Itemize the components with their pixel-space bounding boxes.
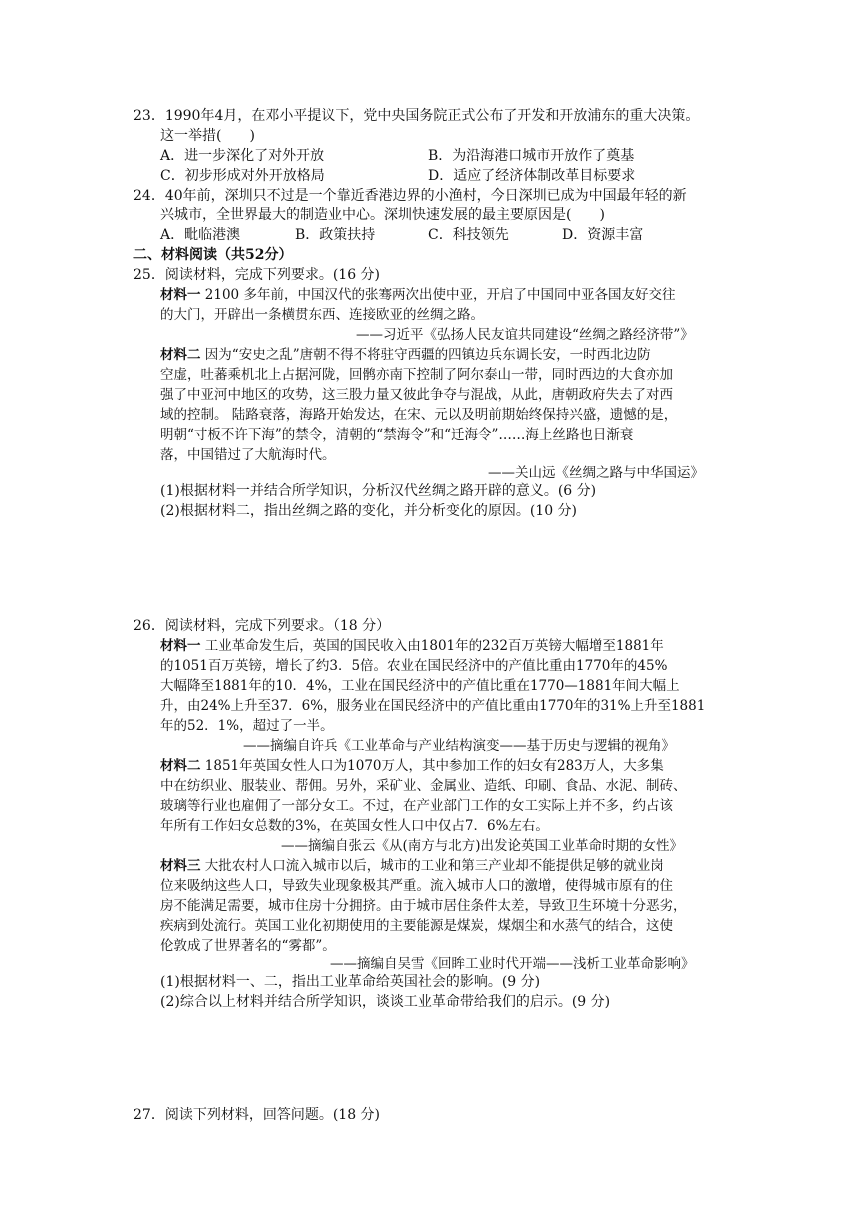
- q27-number: 27．: [133, 1107, 165, 1123]
- q26-material3-line3: 房不能满足需要，城市住房十分拥挤。由于城市居住条件太差，导致卫生环境十分恶劣，: [160, 898, 687, 914]
- q24-option-a: A．毗临港澳: [160, 227, 241, 243]
- q26-material3-line1: [160, 856, 664, 876]
- q26-material2-text1: 1851年英国女性人口为1070万人，其中参加工作的妇女有283万人，大多集: [200, 758, 664, 774]
- q24-stem-text1: 40年前，深圳只不过是一个靠近香港边界的小渔村，今日深圳已成为中国最年轻的新: [164, 188, 687, 204]
- q25-material1-line1: [160, 285, 675, 305]
- q25-material2-line1: [160, 345, 651, 365]
- q23-stem-text1: 1990年4月，在邓小平提议下，党中央国务院正式公布了开发和开放浦东的重大决策。: [164, 108, 700, 124]
- q24-stem-line2: 兴城市，全世界最大的制造业中心。深圳快速发展的最主要原因是( ): [160, 207, 605, 223]
- q23-stem-line1: [133, 106, 699, 126]
- q26-subquestion-1: (1)根据材料一、二，指出工业革命给英国社会的影响。(9 分): [160, 974, 541, 990]
- q26-material3-text1: 大批农村人口流入城市以后，城市的工业和第三产业却不能提供足够的就业岗: [200, 858, 664, 874]
- q26-material2-line1: [160, 756, 664, 776]
- q25-material2-line4: 域的控制。 陆路衰落，海路开始发达，在宋、元以及明前期始终保持兴盛，遗憾的是，: [160, 407, 678, 423]
- q26-material1-line2: 的1051百万英镑，增长了约3．5倍。农业在国民经济中的产值比重由1770年的45%: [160, 658, 668, 674]
- q26-material2-source: ——摘编自张云《从(南方与北方)出发论英国工业革命时期的女性》: [281, 838, 684, 854]
- q25-material1-label: 材料一: [160, 287, 201, 303]
- q24-stem-line1: [133, 186, 687, 206]
- q26-material1-line3: 大幅降至1881年的10．4%，工业在国民经济中的产值比重在1770—1881年间大幅上: [160, 678, 680, 694]
- q26-material3-label: 材料三: [160, 858, 201, 874]
- q24-option-b: B．政策扶持: [295, 227, 376, 243]
- q26-number: 26．: [133, 618, 165, 634]
- q25-subquestion-1: (1)根据材料一并结合所学知识，分析汉代丝绸之路开辟的意义。(6 分): [160, 483, 597, 499]
- q26-stem-text: 阅读材料，完成下列要求。（18 分）: [164, 618, 391, 634]
- q26-material3-line4: 疾病到处流行。英国工业化初期使用的主要能源是煤炭，煤烟尘和水蒸气的结合，这使: [160, 918, 673, 934]
- q25-material2-source: ——关山远《丝绸之路与中华国运》: [488, 465, 704, 481]
- q26-material1-line4: 升，由24%上升至37．6%，服务业在国民经济中的产值比重由1770年的31%上升至1881: [160, 698, 706, 714]
- q25-material2-line5: 明朝“寸板不许下海”的禁令，清朝的“禁海令”和“迁海令”……海上丝路也日渐衰: [160, 427, 634, 443]
- q25-stem: [133, 265, 380, 285]
- q25-subquestion-2: (2)根据材料二，指出丝绸之路的变化，并分析变化的原因。(10 分): [160, 503, 578, 519]
- q26-material1-line5: 年的52．1%，超过了一半。: [160, 718, 334, 734]
- q26-stem: [133, 616, 390, 636]
- q25-material2-text1: 因为“安史之乱”唐朝不得不将驻守西疆的四镇边兵东调长安，一时西北边防: [200, 347, 651, 363]
- q25-stem-text: 阅读材料，完成下列要求。(16 分): [164, 267, 381, 283]
- q26-material2-label: 材料二: [160, 758, 201, 774]
- q26-material2-line4: 年所有工作妇女总数的3%，在英国女性人口中仅占7．6%左右。: [160, 818, 549, 834]
- q25-material1-line2: 的大门，开辟出一条横贯东西、连接欧亚的丝绸之路。: [160, 307, 484, 323]
- q26-material1-text1: 工业革命发生后，英国的国民收入由1801年的232百万英镑大幅增至1881年: [200, 638, 664, 654]
- q25-material1-source: ——习近平《弘扬人民友谊共同建设“丝绸之路经济带”》: [356, 327, 694, 343]
- q25-material2-line2: 空虚，吐蕃乘机北上占据河陇，回鹘亦南下控制了阿尔泰山一带，同时西边的大食亦加: [160, 367, 673, 383]
- q25-number: 25．: [133, 267, 165, 283]
- q26-material3-line2: 位来吸纳这些人口，导致失业现象极其严重。流入城市人口的激增，使得城市原有的住: [160, 878, 673, 894]
- q23-option-a: A．进一步深化了对外开放: [160, 148, 325, 164]
- q25-material2-line6: 落，中国错过了大航海时代。: [160, 447, 336, 463]
- q23-option-d: D．适应了经济体制改革目标要求: [428, 168, 636, 184]
- q24-option-c: C．科技领先: [428, 227, 509, 243]
- q24-option-d: D．资源丰富: [562, 227, 644, 243]
- q23-stem-line2: 这一举措( ): [160, 128, 255, 144]
- q26-material1-label: 材料一: [160, 638, 201, 654]
- q25-material2-label: 材料二: [160, 347, 201, 363]
- q26-material1-source: ——摘编自许兵《工业革命与产业结构演变——基于历史与逻辑的视角》: [243, 738, 675, 754]
- q26-material3-line5: 伦敦成了世界著名的“雾都”。: [160, 938, 336, 954]
- q24-number: 24．: [133, 188, 165, 204]
- q26-material2-line2: 中在纺织业、服装业、帮佣。另外，采矿业、金属业、造纸、印刷、食品、水泥、制砖、: [160, 778, 687, 794]
- q25-material2-line3: 强了中亚河中地区的攻势，这三股力量又彼此争夺与混战，从此，唐朝政府失去了对西: [160, 387, 673, 403]
- q26-material1-line1: [160, 636, 664, 656]
- q23-option-b: B．为沿海港口城市开放作了奠基: [428, 148, 635, 164]
- q26-material3-source: ——摘编自吴雪《回眸工业时代开端——浅析工业革命影响》: [330, 956, 695, 972]
- q25-material1-text1: 2100 多年前，中国汉代的张骞两次出使中亚，开启了中国同中亚各国友好交往: [200, 287, 676, 303]
- q23-option-c: C．初步形成对外开放格局: [160, 168, 325, 184]
- q27-stem-text: 阅读下列材料，回答问题。(18 分): [164, 1107, 381, 1123]
- q26-material2-line3: 玻璃等行业也雇佣了一部分女工。不过，在产业部门工作的女工实际上并不多，约占该: [160, 798, 673, 814]
- section-heading-material-reading: 二、材料阅读（共52分）: [133, 247, 293, 263]
- q27-stem: [133, 1105, 380, 1125]
- q26-subquestion-2: (2)综合以上材料并结合所学知识，谈谈工业革命带给我们的启示。(9 分): [160, 994, 611, 1010]
- q23-number: 23．: [133, 108, 165, 124]
